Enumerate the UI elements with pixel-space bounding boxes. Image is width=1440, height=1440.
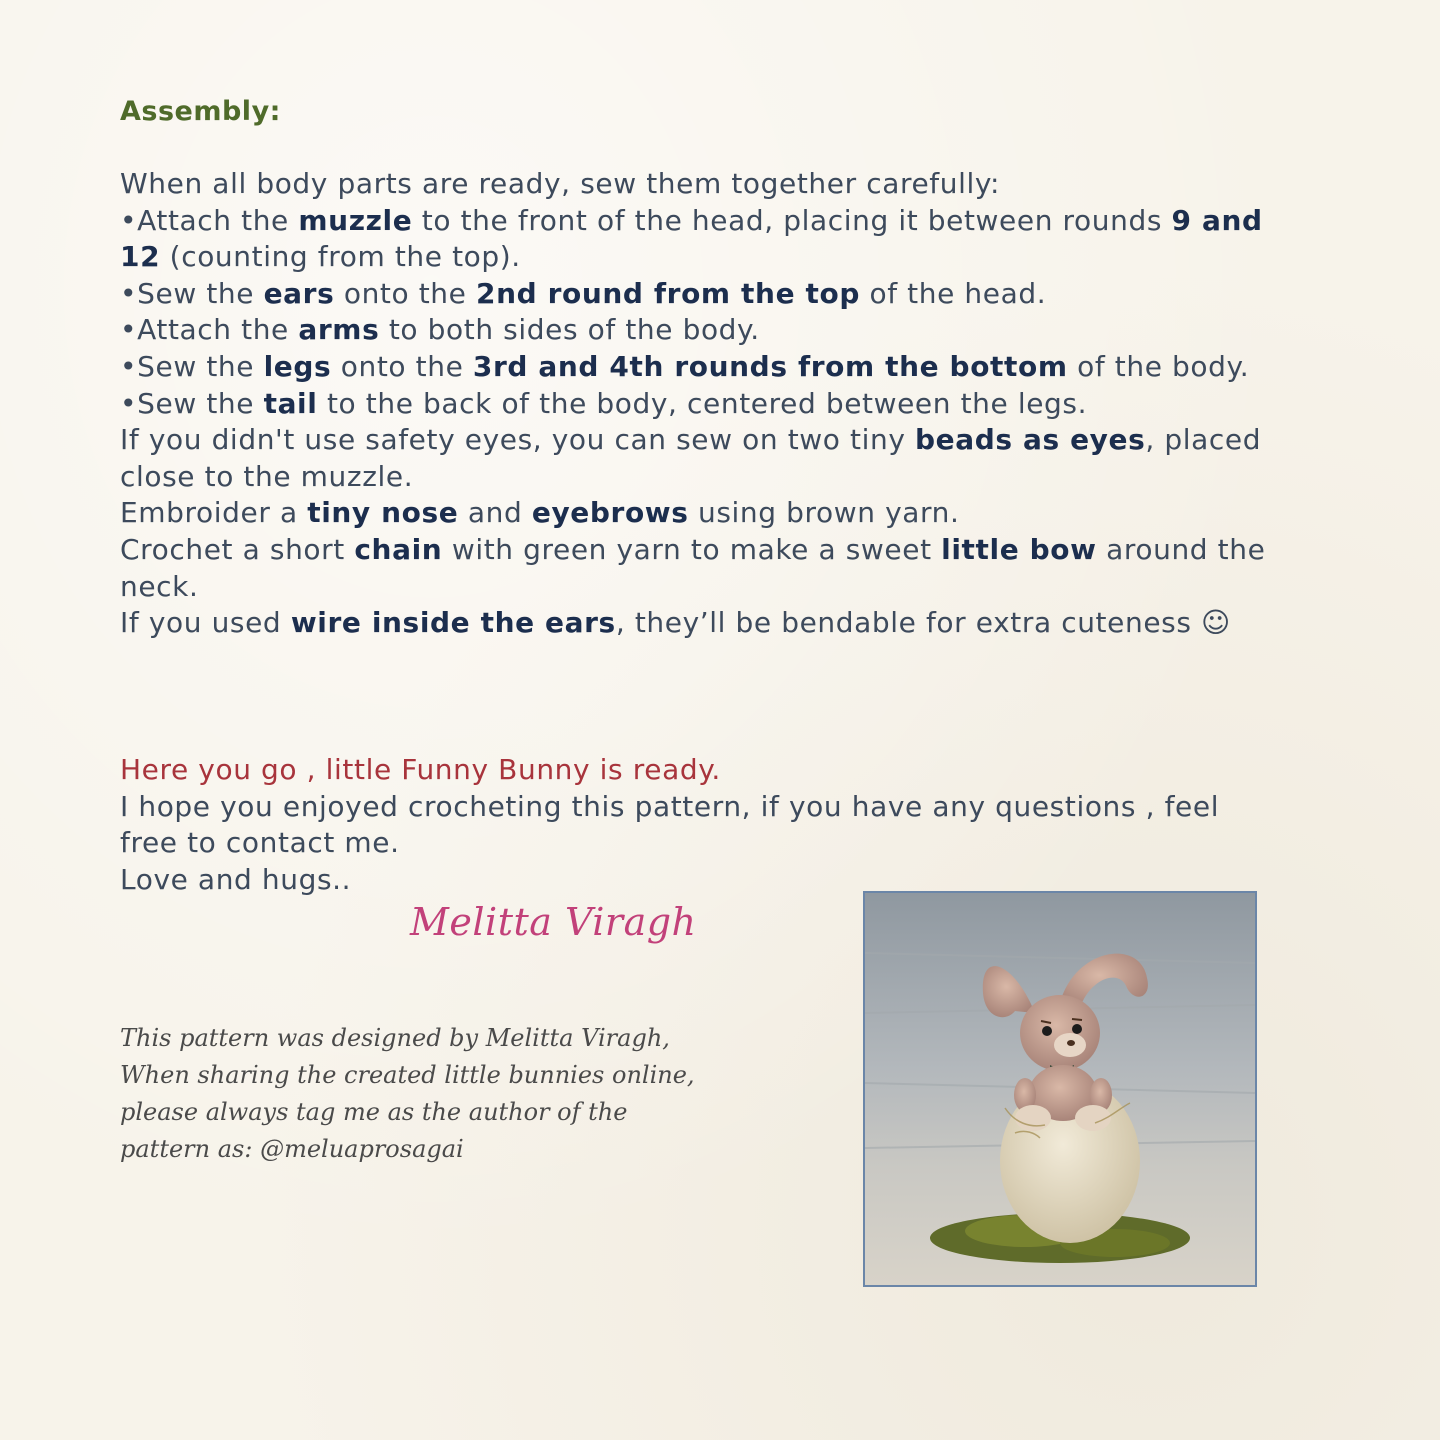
assembly-instructions bbox=[120, 166, 1270, 642]
extra-eyes: If you didn't use safety eyes, you can sew on two tiny beads as eyes, placed close to the muzzle. bbox=[120, 423, 1262, 493]
intro-line: When all body parts are ready, sew them together carefully: bbox=[120, 167, 1001, 200]
ready-line: Here you go , little Funny Bunny is ready. bbox=[120, 753, 721, 786]
love-line: Love and hugs.. bbox=[120, 862, 352, 896]
step-legs: •Sew the legs onto the 3rd and 4th rounds from the bottom of the body. bbox=[120, 349, 1250, 383]
closing-text bbox=[120, 752, 1220, 898]
section-heading: Assembly: bbox=[120, 96, 281, 127]
bunny-illustration bbox=[865, 893, 1255, 1285]
extra-wire: If you used wire inside the ears, they’ll be bendable for extra cuteness ☺ bbox=[120, 606, 1231, 640]
extra-bow: Crochet a short chain with green yarn to make a sweet little bow around the neck. bbox=[120, 532, 1266, 603]
step-ears: •Sew the ears onto the 2nd round from the top of the head. bbox=[120, 276, 1047, 310]
bunny-photo bbox=[863, 891, 1257, 1287]
extra-nose: Embroider a tiny nose and eyebrows using brown yarn. bbox=[120, 496, 960, 530]
thanks-line: I hope you enjoyed crocheting this pattern, if you have any questions , feel free to contact me. bbox=[120, 789, 1220, 860]
author-signature: Melitta Viragh bbox=[410, 900, 697, 944]
step-tail: •Sew the tail to the back of the body, centered between the legs. bbox=[120, 386, 1088, 420]
step-muzzle: •Attach the muzzle to the front of the head, placing it between rounds 9 and 12 (counting from the top). bbox=[120, 203, 1263, 274]
step-arms: •Attach the arms to both sides of the body. bbox=[120, 313, 760, 347]
copyright-note: This pattern was designed by Melitta Viragh, When sharing the created little bunnies online, please always tag me as the author of the pattern as: @meluaprosagai bbox=[120, 1024, 695, 1163]
